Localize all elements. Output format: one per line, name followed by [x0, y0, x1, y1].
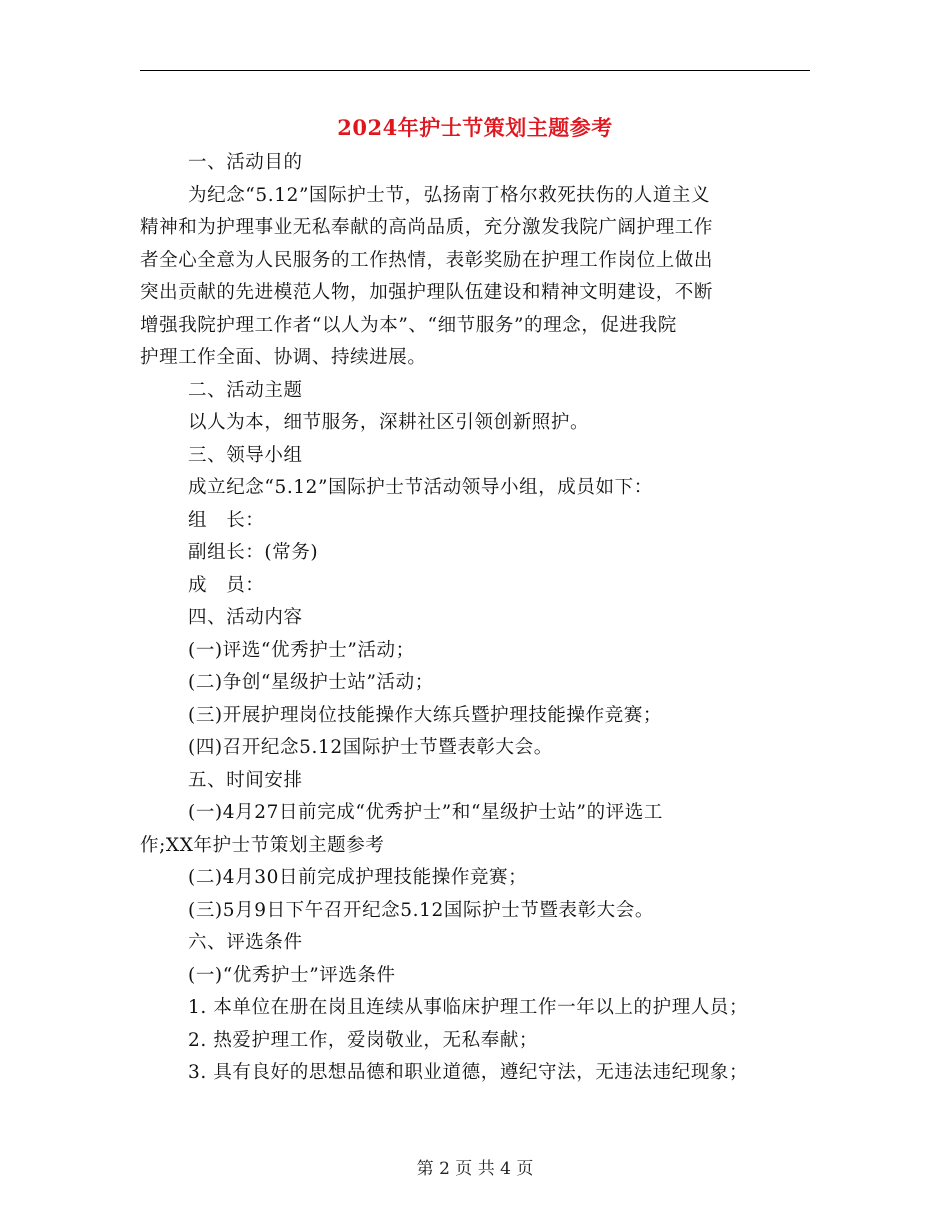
body-line: 以人为本，细节服务，深耕社区引领创新照护。 [188, 412, 590, 433]
body-line: 一、活动目的 [188, 152, 303, 173]
body-line: 副组长：(常务) [188, 542, 319, 563]
body-line: 精神和为护理事业无私奉献的高尚品质，充分激发我院广阔护理工作 [140, 217, 714, 238]
body-line: 成立纪念“5.12”国际护士节活动领导小组，成员如下： [188, 477, 653, 498]
body-line: 者全心全意为人民服务的工作热情，表彰奖励在护理工作岗位上做出 [140, 249, 714, 271]
body-line: 四、活动内容 [188, 607, 303, 628]
body-line: 为纪念“5.12”国际护士节，弘扬南丁格尔救死扶伤的人道主义 [188, 184, 711, 206]
page-number-footer: 第 2 页 共 4 页 [416, 1159, 534, 1179]
body-line: 2. 热爱护理工作，爱岗敬业，无私奉献； [188, 1029, 539, 1051]
body-line: 二、活动主题 [188, 379, 303, 401]
body-line: (二)4月30日前完成护理技能操作竞赛； [188, 867, 528, 888]
body-line: 增强我院护理工作者“以人为本”、“细节服务”的理念，促进我院 [140, 314, 677, 336]
body-line: (二)争创“星级护士站”活动； [188, 672, 434, 693]
header-rule [140, 70, 810, 71]
document-title: 2024年护士节策划主题参考 [337, 115, 613, 140]
body-line: (四)召开纪念5.12国际护士节暨表彰大会。 [188, 737, 553, 758]
body-line: 3. 具有良好的思想品德和职业道德，遵纪守法，无违法违纪现象； [188, 1062, 749, 1083]
body-line: 1. 本单位在册在岗且连续从事临床护理工作一年以上的护理人员； [188, 997, 749, 1018]
body-line: 突出贡献的先进模范人物，加强护理队伍建设和精神文明建设，不断 [140, 282, 714, 303]
body-line: 五、时间安排 [188, 769, 303, 791]
body-line: 组 长： [188, 509, 265, 531]
body-line: (一)“优秀护士”评选条件 [188, 964, 396, 986]
body-line: 护理工作全面、协调、持续进展。 [140, 347, 427, 368]
document-body [140, 147, 815, 1090]
body-line: (一)4月27日前完成“优秀护士”和“星级护士站”的评选工 [188, 802, 663, 823]
body-line: 作;XX年护士节策划主题参考 [140, 834, 385, 856]
body-line: (一)评选“优秀护士”活动； [188, 639, 415, 661]
body-line: (三)5月9日下午召开纪念5.12国际护士节暨表彰大会。 [188, 899, 654, 921]
body-line: 成 员： [188, 574, 265, 596]
body-line: 六、评选条件 [188, 932, 303, 953]
body-line: (三)开展护理岗位技能操作大练兵暨护理技能操作竞赛； [188, 704, 663, 726]
body-line: 三、领导小组 [188, 444, 303, 466]
